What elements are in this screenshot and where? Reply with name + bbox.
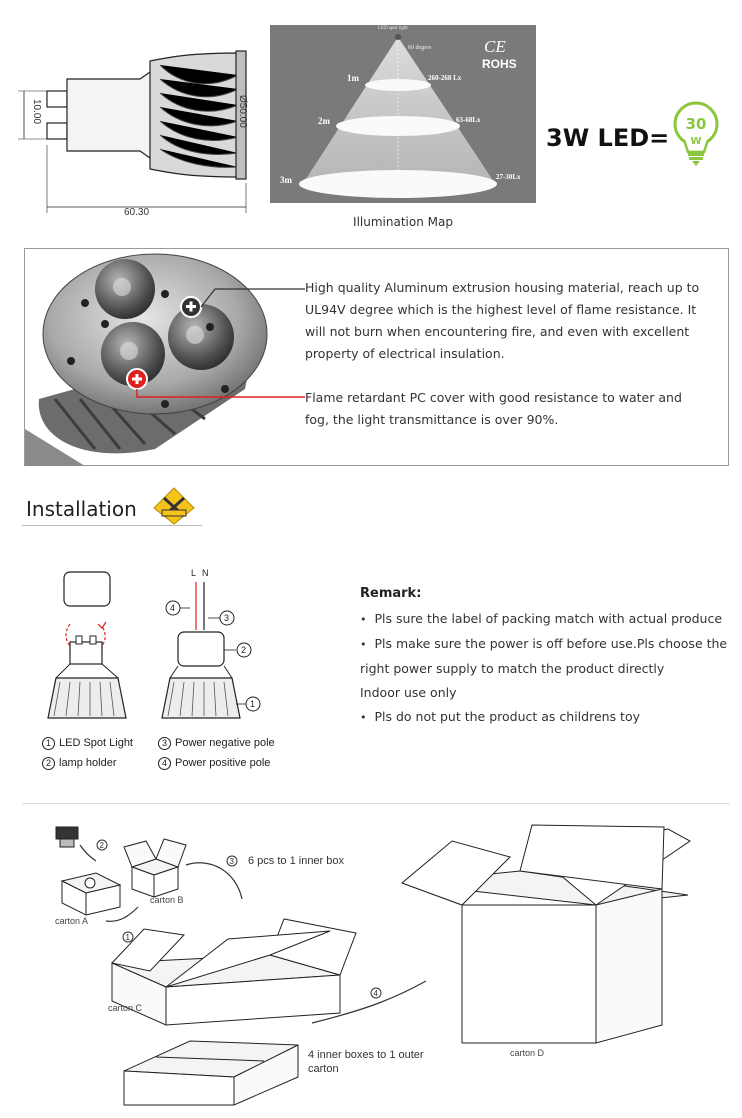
remark-line-4: Indoor use only [360,685,457,700]
packing-step-1-num: 1 [125,933,130,942]
legend-item-3 [158,737,275,750]
carton-b-box [124,839,186,897]
carton-a-box [62,873,120,915]
installation-diagram [40,560,290,730]
remark-line-2: • Pls make sure the power is off before use.Pls choose the [360,632,730,657]
red-cross-icon [127,369,147,389]
step4-caption-line1: 4 inner boxes to 1 outer [308,1049,424,1061]
wire-label-n: N [202,568,209,578]
carton-d-label: carton D [510,1048,545,1058]
led-lamp-closeup-image [25,249,305,466]
inner-box-closed [124,1041,298,1105]
illumination-caption: Illumination Map [353,215,453,229]
dim-length: 60.30 [124,207,150,218]
install-step-b [162,568,260,718]
illum-lux-1m: 260-268 Lx [428,74,462,82]
illum-header: LED spot light [378,26,408,31]
svg-text:3: 3 [224,613,230,623]
remark-line-1: • Pls sure the label of packing match with actual produce [360,607,730,632]
legend-num-1: 1 [42,737,55,750]
legend-text-4: Power positive pole [175,757,271,769]
bulb-value: 30 [685,115,707,133]
installation-title: Installation [26,497,137,521]
packing-step-2-num: 2 [99,841,104,850]
illumination-map [270,25,536,203]
dim-diameter: Ø50.00 [237,95,248,128]
legend-num-2: 2 [42,757,55,770]
legend-num-4: 4 [158,757,171,770]
illum-distance-3m: 3m [280,175,292,185]
rohs-mark: ROHS [482,57,517,71]
tools-caution-icon [152,486,196,526]
carton-d-box [402,825,690,1043]
step4-caption-line2: carton [308,1063,339,1075]
pin-lower [47,123,67,139]
legend-item-1 [42,737,133,750]
svg-text:2: 2 [241,645,247,655]
legend-text-3: Power negative pole [175,737,275,749]
dim-height: 10.00 [31,99,42,125]
bulb-30w-icon [672,100,720,168]
install-step-a [48,572,126,718]
pin-upper [47,91,67,107]
illum-distance-2m: 2m [318,116,330,126]
cover-description: Flame retardant PC cover with good resistance to water and fog, the light transmittance is over 90%. [305,390,682,427]
feature-panel [24,248,729,466]
ce-mark: CE [484,37,506,56]
carton-c-box [112,919,356,1025]
legend-item-2 [42,757,116,770]
illum-distance-1m: 1m [347,73,359,83]
led-equivalence-label: 3W LED= [546,124,670,152]
carton-b-label: carton B [150,895,184,905]
remark-line-3: right power supply to match the product directly [360,661,665,676]
carton-c-label: carton C [108,1003,143,1013]
packing-diagram [40,815,720,1115]
beam-ring-1m [365,79,431,91]
positive-terminal-icon [181,297,201,317]
spec-header-section [0,0,742,240]
carton-a-label: carton A [55,916,89,926]
step3-caption: 6 pcs to 1 inner box [248,855,345,867]
beam-ring-2m [336,116,460,136]
section-divider [22,803,730,804]
legend-num-3: 3 [158,737,171,750]
svg-text:4: 4 [170,603,176,613]
packing-step-4-num: 4 [373,989,378,998]
dimension-drawing [10,35,255,220]
packing-step-3-num: 3 [229,857,234,866]
remark-block [360,586,730,730]
legend-text-1: LED Spot Light [59,737,133,749]
beam-ring-3m [299,170,497,198]
bulb-unit: W [690,136,702,147]
wire-label-l: L [191,568,197,578]
illum-lux-3m: 27-30Lx [496,173,521,181]
remark-title: Remark: [360,586,422,601]
illum-lux-2m: 63-68Lx [456,116,481,124]
packing-bulb-icon [56,827,78,847]
remark-line-5: • Pls do not put the product as childrens toy [360,705,730,730]
legend-text-2: lamp holder [59,757,117,769]
illum-angle: 60 degree [408,45,432,51]
housing-description: High quality Aluminum extrusion housing material, reach up to UL94V degree which is the highest level of flame resistance. It will not burn when encountering fire, and even with excellent property of electrical insulation. [305,280,700,361]
beam-cone [302,37,496,185]
legend-item-4 [158,757,270,770]
svg-text:1: 1 [250,699,256,709]
